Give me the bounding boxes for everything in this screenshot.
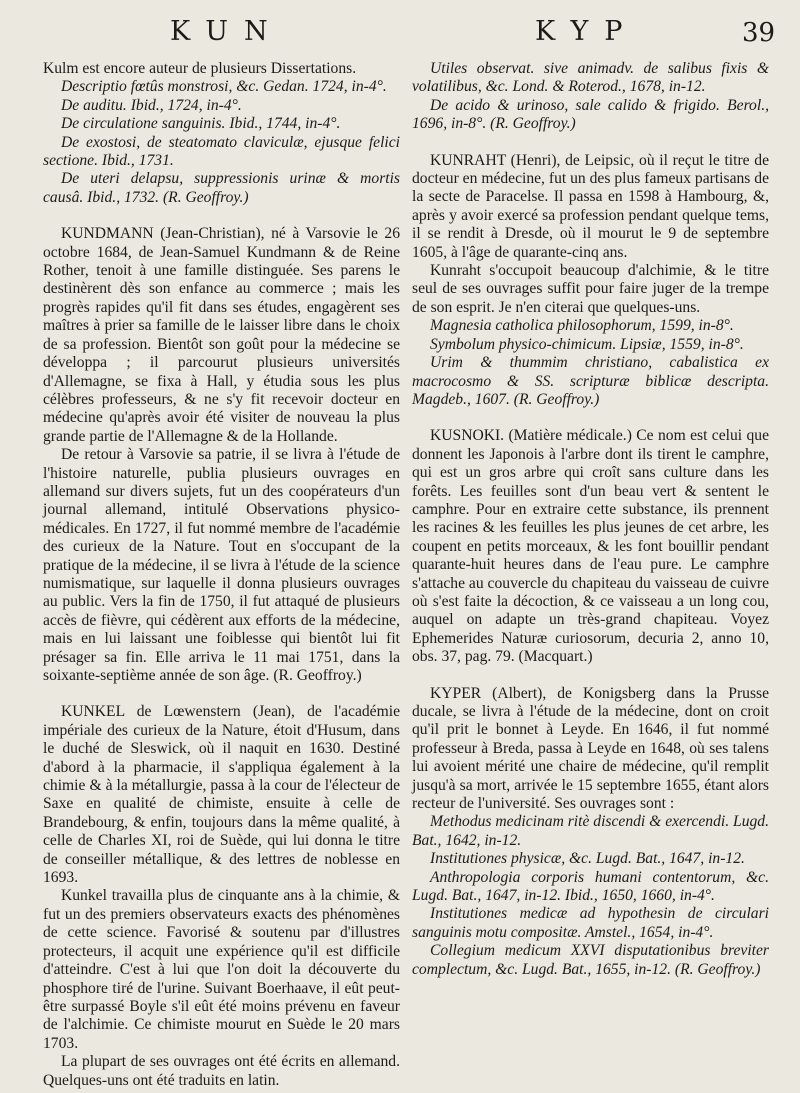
paragraph: De auditu. Ibid., 1724, in-4°. bbox=[61, 96, 242, 114]
paragraph: La plupart de ses ouvrages ont été écrits en allemand. Quelques-uns ont été traduits en latin. bbox=[43, 1053, 400, 1089]
paragraph: Institutiones medicæ ad hypothesin de circulari sanguinis motu compositæ. Amstel., 1654, in-4°. bbox=[412, 905, 769, 941]
paragraph-gap bbox=[412, 134, 769, 152]
paragraph: Collegium medicum XXVI disputationibus breviter complectum, &c. Lugd. Bat., 1655, in-12. (R. Geoffroy.) bbox=[412, 942, 769, 978]
paragraph-gap bbox=[412, 667, 769, 685]
paragraph: De acido & urinoso, sale calido & frigido. Berol., 1696, in-8°. (R. Geoffroy.) bbox=[412, 96, 769, 133]
paragraph-gap bbox=[43, 685, 400, 703]
paragraph: Anthropologia corporis humani contentorum, &c. Lugd. Bat., 1647, in-12. Ibid., 1650, 1660, in-4°. bbox=[412, 868, 769, 905]
paragraph: Kunkel travailla plus de cinquante ans à la chimie, & fut un des premiers observateurs exacts des phénomènes de cette science. Favorisé & soutenu par d'illustres protecteurs, il acquit une expérience qu'il est difficile d'atteindre. C'est à lui que l'on doit la découverte du phosphore tiré de l'urine. Suivant Boerhaave, il eût peut-être surpassé Boyle s'il eût été moins prévenu en faveur de l'alchimie. Ce chimiste mourut en Suède le 20 mars 1703. bbox=[43, 887, 400, 1052]
left-column bbox=[43, 60, 400, 1090]
paragraph: Kunraht s'occupoit beaucoup d'alchimie, & le titre seul de ses ouvrages suffit pour faire juger de la trempe de son esprit. Je n'en citerai que quelques-uns. bbox=[412, 262, 769, 316]
paragraph-gap bbox=[412, 409, 769, 427]
right-column bbox=[412, 60, 769, 979]
paragraph: KUNRAHT (Henri), de Leipsic, où il reçut le titre de docteur en médecine, fut un des plus fameux partisans de la secte de Paracelse. Il passa en 1598 à Hambourg, &, après y avoir exercé sa profession pendant quelque tems, il se rendit à Dresde, où il mourut le 9 de septembre 1605, à l'âge de quarante-cinq ans. bbox=[412, 151, 769, 261]
paragraph: Urim & thummim christiano, cabalistica ex macrocosmo & SS. scripturæ biblicæ descripta. Magdeb., 1607. (R. Geoffroy.) bbox=[412, 354, 769, 408]
paragraph: De circulatione sanguinis. Ibid., 1744, in-4°. bbox=[61, 115, 341, 133]
paragraph: De exostosi, de steatomato claviculæ, ejusque felici sectione. Ibid., 1731. bbox=[43, 133, 400, 170]
paragraph: KUNKEL de Lœwenstern (Jean), de l'académie impériale des curieux de la Nature, étoit d'Husum, dans le duché de Sleswick, où il naquit en 1630. Destiné d'abord à la pharmacie, il s'appliqua également à la chimie & à la métallurgie, passa à la cour de l'électeur de Saxe en qualité de chimiste, ensuite à celle de Brandebourg, & enfin, toujours dans la même qualité, à celle de Charles XI, roi de Suède, qui lui donna le titre de conseiller métallique, & des lettres de noblesse en 1693. bbox=[43, 703, 400, 887]
paragraph: Methodus medicinam ritè discendi & exercendi. Lugd. Bat., 1642, in-12. bbox=[412, 813, 769, 849]
paragraph: De retour à Varsovie sa patrie, il se livra à l'étude de l'histoire naturelle, publia plusieurs ouvrages en allemand sur divers sujets, fut un des coopérateurs d'un journal allemand, intitulé Observations physico-médicales. En 1727, il fut nommé membre de l'académie des curieux de la Nature. Tout en s'occupant de la pratique de la médecine, il se livra à l'étude de la science numismatique, sur laquelle il donna plusieurs ouvrages au public. Vers la fin de 1750, il fut attaqué de plusieurs accès de fièvre, qui cédèrent aux efforts de la médecine, mais en lui laissant une foiblesse qui bientôt lui fit présager sa fin. Elle arriva le 11 mai 1751, dans la soixante-septième année de son âge. (R. Geoffroy.) bbox=[43, 446, 400, 684]
paragraph: De uteri delapsu, suppressionis urinæ & mortis causâ. Ibid., 1732. (R. Geoffroy.) bbox=[43, 170, 400, 206]
paragraph: Symbolum physico-chimicum. Lipsiæ, 1559, in-8°. bbox=[430, 335, 744, 353]
paragraph: Descriptio fœtûs monstrosi, &c. Gedan. 1724, in-4°. bbox=[61, 78, 387, 96]
running-header-left: KUN bbox=[170, 16, 284, 47]
paragraph: Magnesia catholica philosophorum, 1599, in-8°. bbox=[430, 317, 734, 335]
paragraph: KUNDMANN (Jean-Christian), né à Varsovie le 26 octobre 1684, de Jean-Samuel Kundmann & de Reine Rother, tenoit à une famille distinguée. Ses parens le destinèrent dès son enfance au commerce ; mais les progrès rapides qu'il fit dans ses études, engagèrent ses maîtres à prier sa famille de le laisser libre dans le choix de sa profession. Bientôt son goût pour la médecine se développa ; il parcourut plusieurs universités d'Allemagne, se fixa à Hall, y étudia sous les plus célèbres professeurs, & ne s'y fit recevoir docteur en médecine qu'après avoir été visiter de nouveau la plus grande partie de l'Allemagne & de la Hollande. bbox=[43, 225, 400, 445]
paragraph-gap bbox=[43, 207, 400, 225]
paragraph: Utiles observat. sive animadv. de salibus fixis & volatilibus, &c. Lond. & Roterod., 1678, in-12. bbox=[412, 60, 769, 96]
running-header-right: KYP bbox=[535, 16, 639, 47]
paragraph: Institutiones physicæ, &c. Lugd. Bat., 1647, in-12. bbox=[430, 850, 745, 868]
page-number: 39 bbox=[742, 18, 776, 48]
paragraph: Kulm est encore auteur de plusieurs Dissertations. bbox=[43, 60, 357, 77]
paragraph: KUSNOKI. (Matière médicale.) Ce nom est celui que donnent les Japonois à l'arbre dont ils tirent le camphre, qui est un gros arbre qui croît sans culture dans les forêts. Les feuilles sont d'un beau vert & sentent le camphre. Pour en extraire cette substance, ils prennent les racines & les feuilles les plus jeunes de cet arbre, les coupent en petits morceaux, & les font bouillir pendant quarante-huit heures dans de l'eau pure. Le camphre s'attache au couvercle du chapiteau du vaisseau de cuivre où s'est faite la décoction, & ce vaisseau a un long cou, auquel on adapte un très-grand chapiteau. Voyez Ephemerides Naturæ curiosorum, decuria 2, anno 10, obs. 37, pag. 79. (Macquart.) bbox=[412, 427, 769, 666]
paragraph: KYPER (Albert), de Konigsberg dans la Prusse ducale, se livra à l'étude de la médecine, dont on croit qu'il prit le bonnet à Leyde. En 1646, il fut nommé professeur à Breda, passa à Leyde en 1648, où ses talens lui avoient mérité une chaire de médecine, qu'il remplit jusqu'à sa mort, arrivée le 15 septembre 1655, étant alors recteur de l'université. Ses ouvrages sont : bbox=[412, 684, 769, 813]
